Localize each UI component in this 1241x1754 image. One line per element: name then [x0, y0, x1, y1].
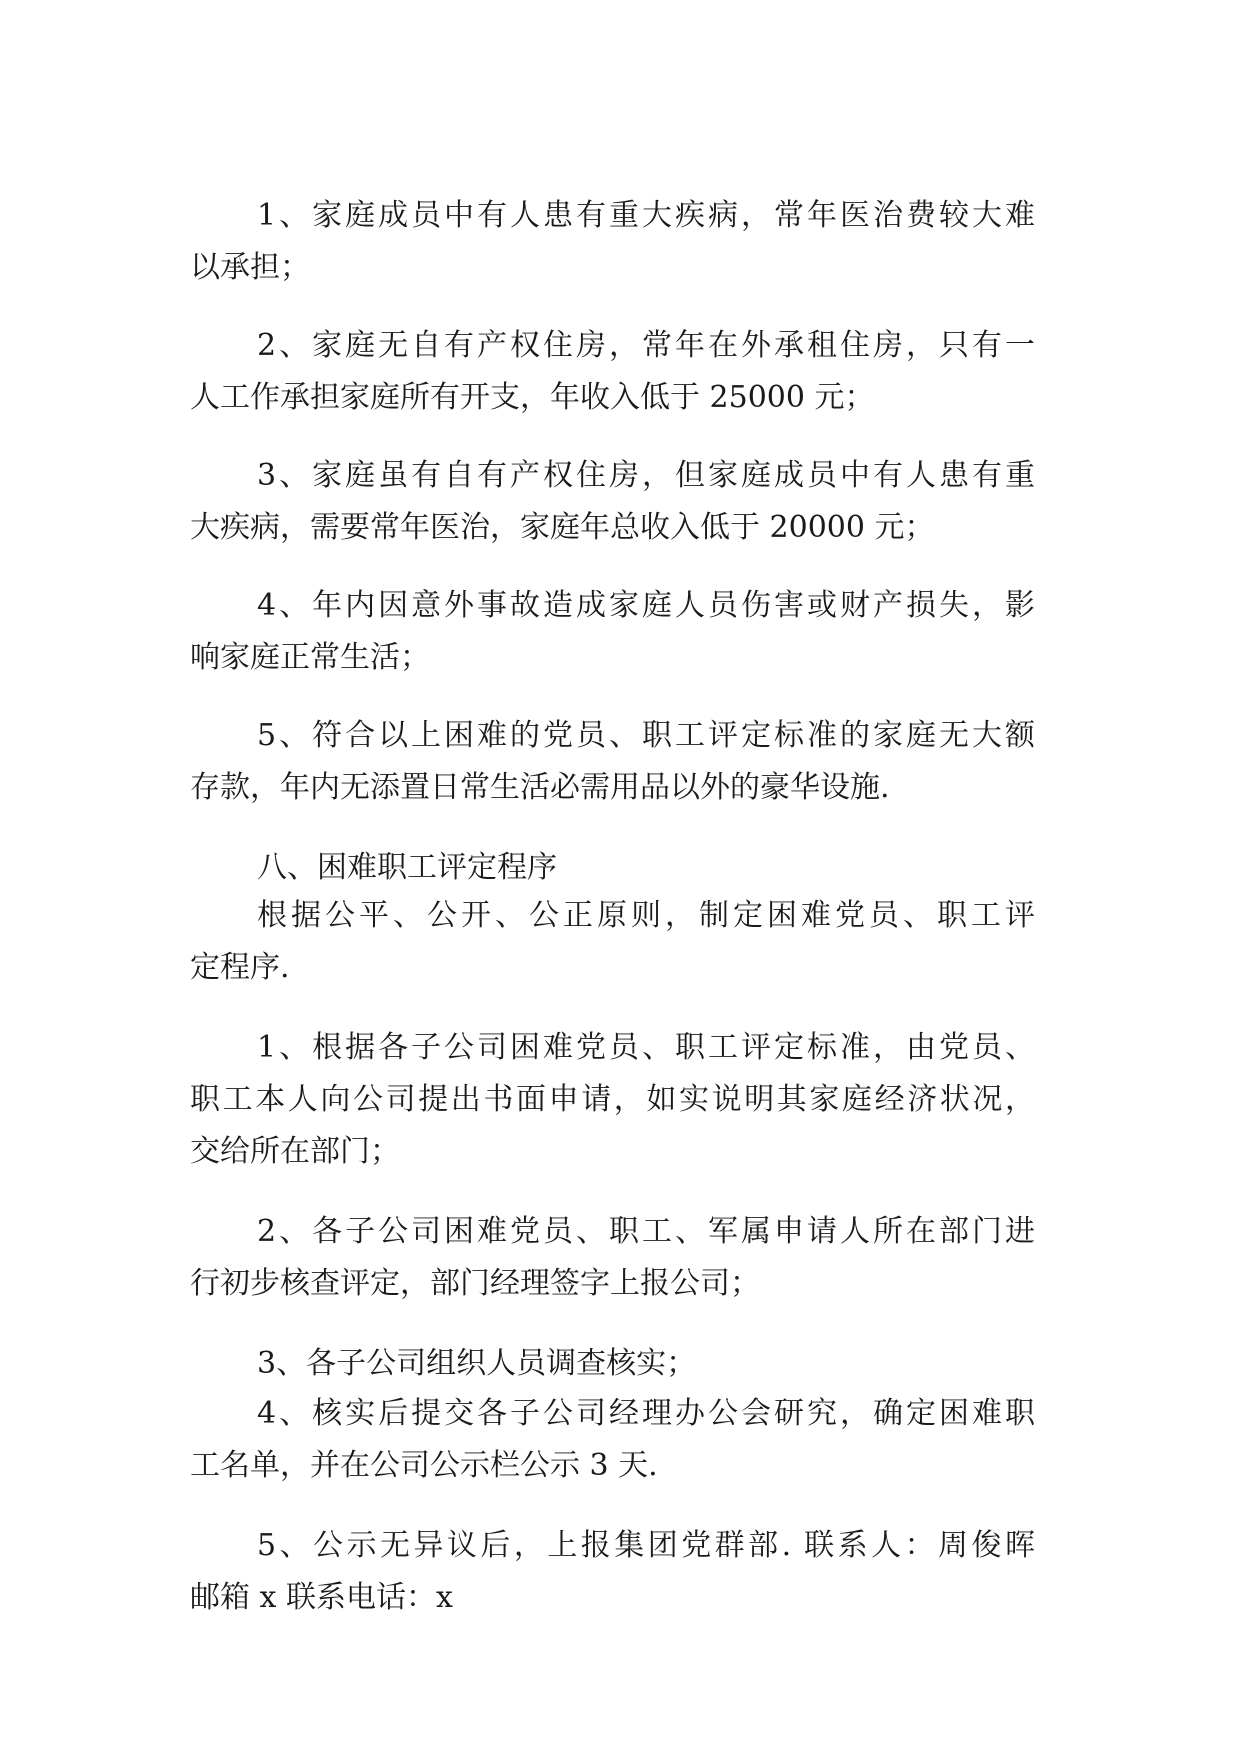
- step-2-line-1: 2、各子公司困难党员、职工、军属申请人所在部门进: [257, 1214, 1035, 1249]
- step-4-line-2: 工名单，并在公司公示栏公示 3 天.: [190, 1448, 658, 1483]
- step-3-line-1: 3、各子公司组织人员调查核实；: [257, 1346, 697, 1381]
- step-1-line-2: 职工本人向公司提出书面申请，如实说明其家庭经济状况，: [190, 1082, 1035, 1117]
- paragraph-3-line-2: 大疾病，需要常年医治，家庭年总收入低于 20000 元；: [190, 510, 935, 545]
- step-5-line-2: 邮箱 x 联系电话：x: [190, 1580, 453, 1615]
- paragraph-5-line-1: 5、符合以上困难的党员、职工评定标准的家庭无大额: [257, 718, 1035, 753]
- paragraph-5-line-2: 存款，年内无添置日常生活必需用品以外的豪华设施.: [190, 770, 890, 805]
- paragraph-1-line-1: 1、家庭成员中有人患有重大疾病，常年医治费较大难: [257, 198, 1035, 233]
- paragraph-4-line-1: 4、年内因意外事故造成家庭人员伤害或财产损失，影: [257, 588, 1035, 623]
- step-5-line-1: 5、公示无异议后，上报集团党群部. 联系人：周俊晖: [257, 1528, 1035, 1563]
- section-heading: 八、困难职工评定程序: [257, 850, 557, 885]
- step-1-line-3: 交给所在部门；: [190, 1134, 400, 1169]
- step-4-line-1: 4、核实后提交各子公司经理办公会研究，确定困难职: [257, 1396, 1035, 1431]
- paragraph-3-line-1: 3、家庭虽有自有产权住房，但家庭成员中有人患有重: [257, 458, 1035, 493]
- paragraph-4-line-2: 响家庭正常生活；: [190, 640, 430, 675]
- step-1-line-1: 1、根据各子公司困难党员、职工评定标准，由党员、: [257, 1030, 1035, 1065]
- intro-line-2: 定程序.: [190, 950, 290, 985]
- step-2-line-2: 行初步核查评定，部门经理签字上报公司；: [190, 1266, 760, 1301]
- paragraph-2-line-1: 2、家庭无自有产权住房，常年在外承租住房，只有一: [257, 328, 1035, 363]
- paragraph-1-line-2: 以承担；: [190, 250, 310, 285]
- intro-line-1: 根据公平、公开、公正原则，制定困难党员、职工评: [257, 898, 1035, 933]
- paragraph-2-line-2: 人工作承担家庭所有开支，年收入低于 25000 元；: [190, 380, 875, 415]
